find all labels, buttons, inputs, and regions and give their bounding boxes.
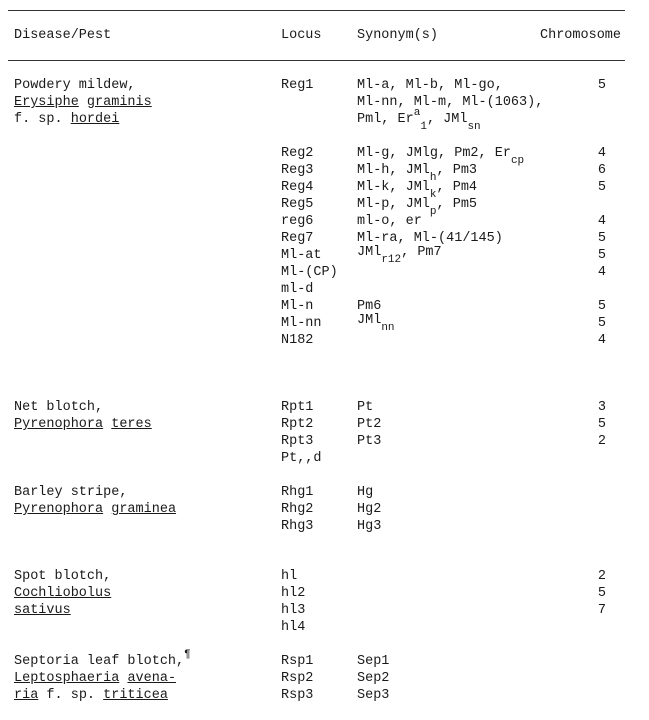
locus-cell: Rhg3 (281, 519, 314, 534)
locus-cell: Rpt2 (281, 417, 314, 432)
chromosome-cell: 7 (597, 603, 606, 618)
synonym-cell: Ml-ra, Ml-(41/145) (357, 231, 503, 246)
locus-cell: Rhg2 (281, 502, 314, 517)
synonym-cell: Pm6 (357, 299, 382, 314)
synonym-cell: Sep1 (357, 654, 390, 669)
locus-cell: reg6 (281, 214, 314, 229)
chromosome-cell: 5 (597, 417, 606, 432)
header-chromosome: Chromosome (540, 28, 622, 43)
disease-line-forma: ria f. sp. triticea (14, 688, 168, 703)
synonym-cell: Pt2 (357, 417, 382, 432)
synonym-cell: Hg (357, 485, 374, 500)
synonym-cell: Sep3 (357, 688, 390, 703)
locus-cell: Ml-nn (281, 316, 322, 331)
disease-line: Barley stripe, (14, 485, 128, 500)
chromosome-cell: 5 (597, 316, 606, 331)
locus-cell: hl2 (281, 586, 306, 601)
synonym-cell: Ml-k, JMl$_k$, Pm4 (357, 180, 478, 201)
header-synonym: Synonym(s) (357, 28, 439, 43)
locus-cell: Reg1 (281, 78, 314, 93)
disease-line-pathogen: sativus (14, 603, 71, 618)
synonym-cell: JMl$_{nn}$ (357, 313, 395, 334)
locus-cell: Rsp1 (281, 654, 314, 669)
chromosome-cell: 5 (597, 180, 606, 195)
locus-cell: ml-d (281, 282, 314, 297)
locus-cell: Rhg1 (281, 485, 314, 500)
synonym-cell: Pt (357, 400, 374, 415)
chromosome-cell: 4 (597, 265, 606, 280)
synonym-cell: JMl$_{r12}$, Pm7 (357, 245, 442, 266)
chromosome-cell: 5 (597, 231, 606, 246)
locus-cell: Rpt3 (281, 434, 314, 449)
chromosome-cell: 5 (597, 299, 606, 314)
synonym-cell: Sep2 (357, 671, 390, 686)
chromosome-cell: 4 (597, 333, 606, 348)
synonym-cell: Ml-p, JMl$_p$, Pm5 (357, 197, 478, 218)
locus-cell: Ml-at (281, 248, 322, 263)
synonym-cell: ml-o, er (357, 214, 422, 229)
locus-cell: Ml-(CP) (281, 265, 338, 280)
locus-cell: Reg2 (281, 146, 314, 161)
top-rule (8, 10, 625, 11)
chromosome-cell: 2 (597, 569, 606, 584)
chromosome-cell: 5 (597, 248, 606, 263)
synonym-cell: Ml-h, JMl$_h$, Pm3 (357, 163, 478, 184)
synonym-cell: Pt3 (357, 434, 382, 449)
disease-line: Spot blotch, (14, 569, 112, 584)
disease-line-pathogen: Pyrenophora graminea (14, 502, 177, 517)
locus-cell: hl3 (281, 603, 306, 618)
disease-line: Net blotch, (14, 400, 104, 415)
chromosome-cell: 5 (597, 78, 606, 93)
locus-cell: Reg7 (281, 231, 314, 246)
header-locus: Locus (281, 28, 322, 43)
chromosome-cell: 2 (597, 434, 606, 449)
locus-cell: Reg3 (281, 163, 314, 178)
synonym-cell: Ml-a, Ml-b, Ml-go, (357, 78, 503, 93)
header-rule (8, 60, 625, 61)
disease-line: Septoria leaf blotch,¶ (14, 649, 191, 669)
locus-cell: Ml-n (281, 299, 314, 314)
disease-line: Powdery mildew, (14, 78, 136, 93)
disease-line-pathogen: Cochliobolus (14, 586, 112, 601)
header-disease: Disease/Pest (14, 28, 112, 43)
locus-cell: hl (281, 569, 298, 584)
chromosome-cell: 5 (597, 586, 606, 601)
synonym-cell: Pml, $Er^a_1$, JMl$_{sn}$ (357, 107, 481, 133)
chromosome-cell: 3 (597, 400, 606, 415)
chromosome-cell: 4 (597, 214, 606, 229)
locus-cell: N182 (281, 333, 314, 348)
chromosome-cell: 6 (597, 163, 606, 178)
locus-cell: Rpt1 (281, 400, 314, 415)
disease-line-pathogen: Pyrenophora teres (14, 417, 152, 432)
locus-cell: Pt,,d (281, 451, 322, 466)
locus-cell: Rsp3 (281, 688, 314, 703)
locus-cell: Reg5 (281, 197, 314, 212)
locus-cell: hl4 (281, 620, 306, 635)
chromosome-cell: 4 (597, 146, 606, 161)
locus-cell: Reg4 (281, 180, 314, 195)
disease-line-forma: f. sp. hordei (14, 112, 120, 127)
synonym-cell: Ml-g, JMlg, Pm2, $Er_{cp}$ (357, 146, 525, 167)
locus-cell: Rsp2 (281, 671, 314, 686)
synonym-cell: Ml-nn, Ml-m, Ml-(1063), (357, 95, 544, 110)
disease-line-pathogen: Erysiphe graminis (14, 95, 152, 110)
synonym-cell: Hg3 (357, 519, 382, 534)
disease-line-pathogen: Leptosphaeria avena- (14, 671, 177, 686)
synonym-cell: Hg2 (357, 502, 382, 517)
